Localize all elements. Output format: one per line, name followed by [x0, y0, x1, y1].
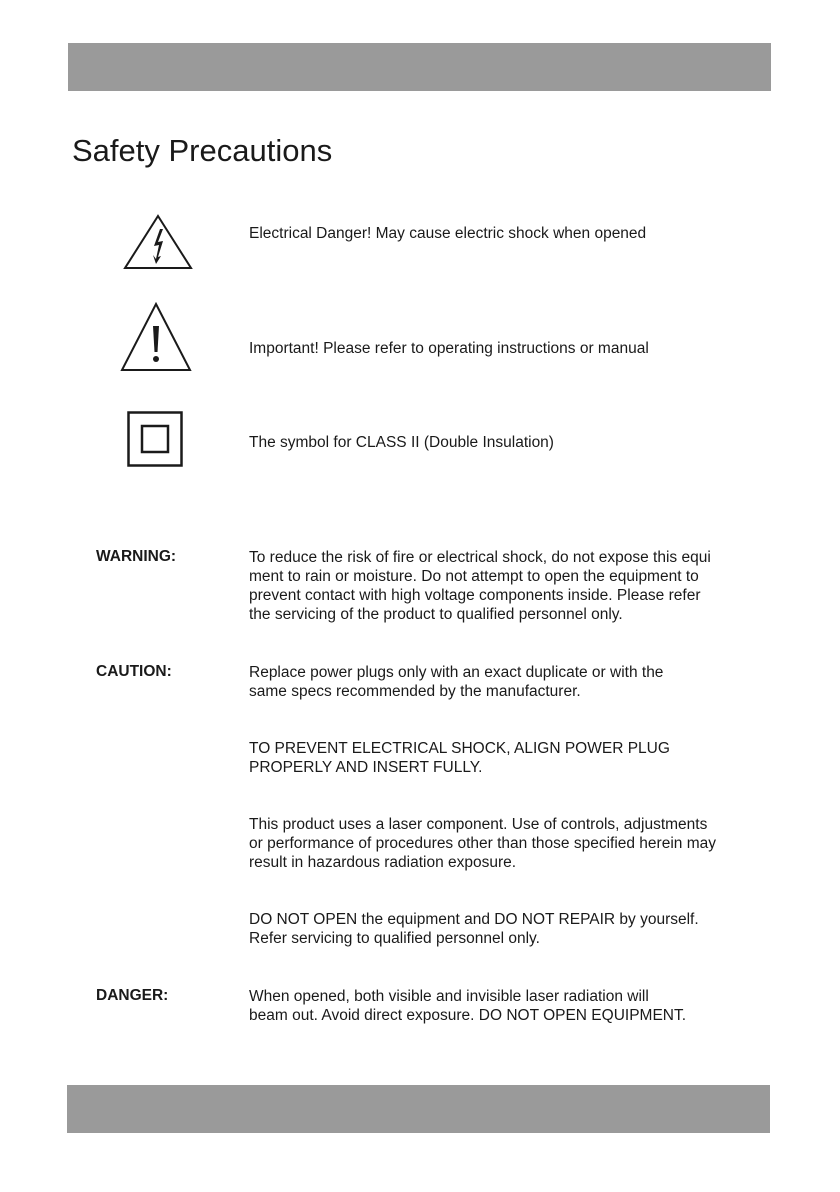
caution-line: same specs recommended by the manufacturer.: [249, 683, 581, 700]
caution-line: Replace power plugs only with an exact duplicate or with the: [249, 664, 664, 681]
electrical-danger-icon: [123, 214, 193, 270]
danger-paragraph: [249, 987, 769, 1025]
warning-line: prevent contact with high voltage components inside. Please refer: [249, 587, 701, 604]
class-ii-double-insulation-icon: [127, 411, 183, 467]
class-ii-text: The symbol for CLASS II (Double Insulation): [249, 434, 554, 451]
danger-label: DANGER:: [96, 987, 169, 1004]
important-text: Important! Please refer to operating instructions or manual: [249, 340, 649, 357]
caution-line: This product uses a laser component. Use of controls, adjustments: [249, 816, 708, 833]
caution-paragraph: [249, 663, 769, 701]
warning-line: To reduce the risk of fire or electrical shock, do not expose this equi: [249, 549, 711, 566]
exclamation-warning-icon: [120, 302, 192, 372]
page-title: Safety Precautions: [72, 133, 333, 168]
caution-label: CAUTION:: [96, 663, 172, 680]
caution-line: Refer servicing to qualified personnel only.: [249, 930, 540, 947]
danger-line: beam out. Avoid direct exposure. DO NOT OPEN EQUIPMENT.: [249, 1007, 687, 1024]
caution-line: PROPERLY AND INSERT FULLY.: [249, 759, 483, 776]
electrical-danger-text: Electrical Danger! May cause electric shock when opened: [249, 225, 647, 242]
caution-line: or performance of procedures other than those specified herein may: [249, 835, 716, 852]
warning-line: the servicing of the product to qualified personnel only.: [249, 606, 623, 623]
caution-line: TO PREVENT ELECTRICAL SHOCK, ALIGN POWER PLUG: [249, 740, 670, 757]
caution-line: DO NOT OPEN the equipment and DO NOT REPAIR by yourself.: [249, 911, 699, 928]
warning-line: ment to rain or moisture. Do not attempt to open the equipment to: [249, 568, 699, 585]
header-bar: [68, 43, 771, 91]
warning-paragraph: [249, 548, 769, 624]
danger-line: When opened, both visible and invisible laser radiation will: [249, 988, 649, 1005]
warning-label: WARNING:: [96, 548, 177, 565]
caution-line: result in hazardous radiation exposure.: [249, 854, 517, 871]
footer-bar: [67, 1085, 770, 1133]
caution-paragraph: [249, 739, 769, 777]
caution-paragraph: [249, 815, 769, 872]
caution-paragraph: [249, 910, 769, 948]
